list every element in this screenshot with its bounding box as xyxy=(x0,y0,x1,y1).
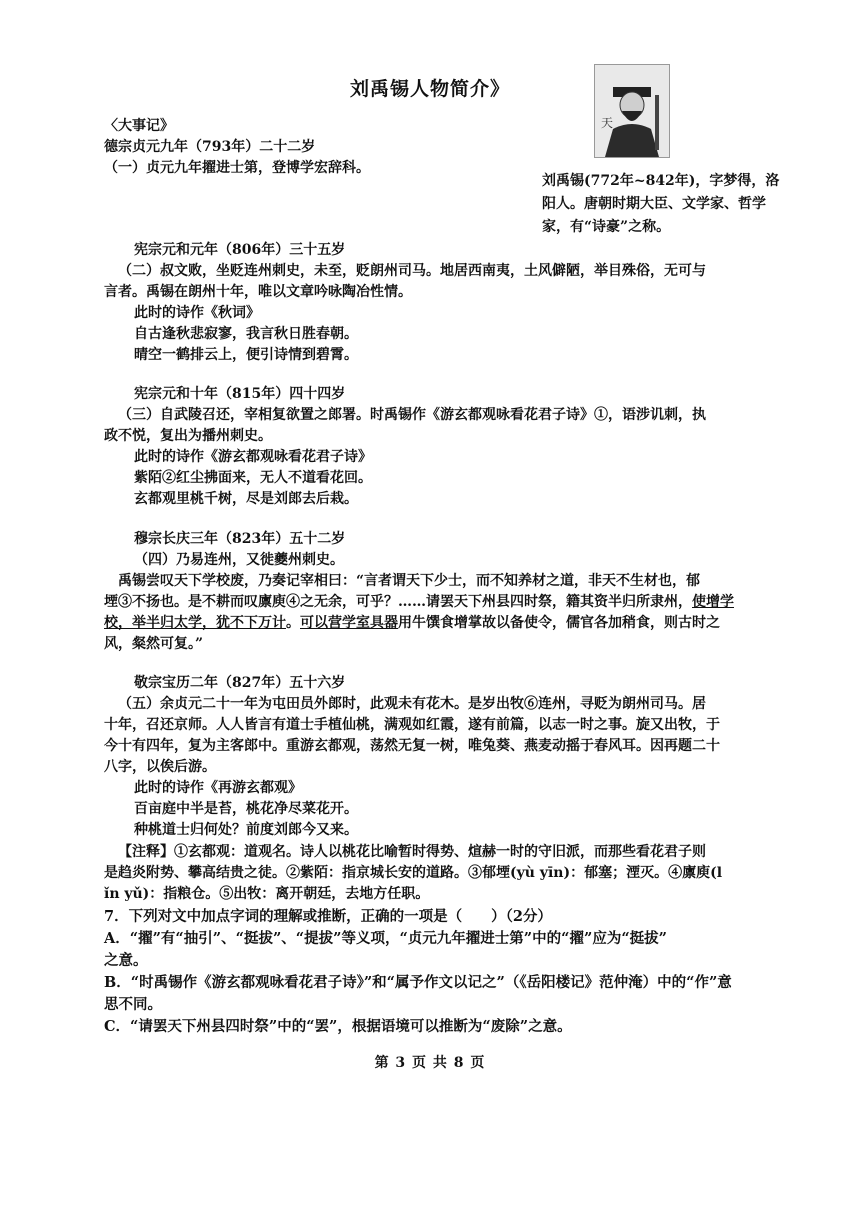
note-line: 是趋炎附势、攀高结贵之徒。②紫陌：指京城长安的道路。③郁堙(yù yīn)：郁塞；湮灭。④廪庾(l xyxy=(104,865,723,881)
memorial-text-part: 用牛馔食增掌故以备使令，儒官各加稍食，则古时之 xyxy=(398,615,720,631)
poem-line: 种桃道士归何处？前度刘郎今又来。 xyxy=(134,822,358,838)
underlined-phrase: 校，举半归太学，犹不下万计 xyxy=(104,615,286,631)
poem-line: 自古逢秋悲寂寥，我言秋日胜春朝。 xyxy=(134,326,358,342)
note-line: 【注释】①玄都观：道观名。诗人以桃花比喻暂时得势、煊赫一时的守旧派，而那些看花君子则 xyxy=(118,844,706,860)
svg-text:天: 天 xyxy=(601,116,614,130)
memorial-text: 风，粲然可复。” xyxy=(104,636,204,652)
timeline-section-5 xyxy=(104,673,784,841)
event-text: 十年，召还京师。人人皆言有道士手植仙桃，满观如红霞，遂有前篇，以志一时之事。旋又出牧，于 xyxy=(104,717,720,733)
option-c: C．“请罢天下州县四时祭”中的“罢”，根据语境可以推断为“废除”之意。 xyxy=(104,1018,572,1035)
timeline-section-4 xyxy=(104,529,784,655)
annotation-notes xyxy=(104,842,784,905)
timeline-section-1 xyxy=(104,116,774,179)
timeline-heading: 〈大事记》 xyxy=(104,118,174,134)
poem-line: 玄都观里桃千树，尽是刘郎去后栽。 xyxy=(134,491,358,507)
question-stem: 7．下列对文中加点字词的理解或推断，正确的一项是（ ）（2分） xyxy=(104,908,552,925)
memorial-text-part: 堙③不扬也。是不耕而叹廪庾④之无余，可乎？……请罢天下州县四时祭，籍其资半归所隶州， xyxy=(104,594,692,610)
event-date: 敬宗宝历二年（827年）五十六岁 xyxy=(134,675,346,691)
event-date: 德宗贞元九年（793年）二十二岁 xyxy=(104,139,316,155)
memorial-text xyxy=(104,613,784,634)
event-text: 今十有四年，复为主客郎中。重游玄都观，荡然无复一树，唯兔葵、燕麦动摇于春风耳。因再题二十 xyxy=(104,738,720,754)
event-date: 宪宗元和十年（815年）四十四岁 xyxy=(134,386,346,402)
poem-intro: 此时的诗作《再游玄都观》 xyxy=(134,780,302,796)
event-text: （五）余贞元二十一年为屯田员外郎时，此观未有花木。是岁出牧⑥连州，寻贬为朗州司马。居 xyxy=(118,696,706,712)
poem-intro: 此时的诗作《秋词》 xyxy=(134,305,260,321)
memorial-text-part: 。 xyxy=(286,615,300,631)
question-7 xyxy=(104,906,784,1038)
event-text: （二）叔文败，坐贬连州刺史，未至，贬朗州司马。地居西南夷，土风僻陋，举目殊俗，无可与 xyxy=(118,263,706,279)
poem-line: 晴空一鹤排云上，便引诗情到碧霄。 xyxy=(134,347,358,363)
event-text: 政不悦，复出为播州刺史。 xyxy=(104,428,272,444)
memorial-text: 禹锡尝叹天下学校废，乃奏记宰相曰：“言者谓天下少士，而不知养材之道，非天不生材也，郁 xyxy=(118,573,701,589)
poem-intro: 此时的诗作《游玄都观咏看花君子诗》 xyxy=(134,449,372,465)
page-number: 第 3 页 共 8 页 xyxy=(374,1055,486,1071)
event-text: （四）乃易连州，又徙夔州刺史。 xyxy=(134,552,344,568)
underlined-phrase: 使增学 xyxy=(692,594,734,610)
poem-line: 百亩庭中半是苔，桃花净尽菜花开。 xyxy=(134,801,358,817)
timeline-section-2 xyxy=(104,240,784,366)
event-text: 言者。禹锡在朗州十年，唯以文章吟咏陶冶性情。 xyxy=(104,284,412,300)
underlined-phrase: 可以营学室具器 xyxy=(300,615,398,631)
poem-line: 紫陌②红尘拂面来，无人不道看花回。 xyxy=(134,470,372,486)
event-text: （三）自武陵召还，宰相复欲置之郎署。时禹锡作《游玄都观咏看花君子诗》①，语涉讥刺，执 xyxy=(118,407,706,423)
author-bio: 刘禹锡(772年~842年)，字梦得，洛阳人。唐朝时期大臣、文学家、哲学家，有“诗豪”之称。 xyxy=(542,173,780,235)
event-date: 穆宗长庆三年（823年）五十二岁 xyxy=(134,531,346,547)
event-date: 宪宗元和元年（806年）三十五岁 xyxy=(134,242,346,258)
page-title: 刘禹锡人物简介》 xyxy=(349,78,510,100)
timeline-section-3 xyxy=(104,384,784,510)
option-b-cont: 思不同。 xyxy=(104,996,162,1013)
memorial-text xyxy=(104,592,784,613)
option-a-cont: 之意。 xyxy=(104,952,148,969)
option-b: B．“时禹锡作《游玄都观咏看花君子诗》”和“属予作文以记之”（《岳阳楼记》范仲淹）中的“作”意 xyxy=(104,974,732,991)
event-text: 八字，以俟后游。 xyxy=(104,759,216,775)
event-text: （一）贞元九年擢进士第，登博学宏辞科。 xyxy=(104,160,370,176)
note-line: ǐn yǔ)：指粮仓。⑤出牧：离开朝廷，去地方任职。 xyxy=(104,886,430,902)
option-a: A．“擢”有“抽引”、“挺拔”、“提拔”等义项，“贞元九年擢进士第”中的“擢”应为“挺拔” xyxy=(104,930,668,947)
